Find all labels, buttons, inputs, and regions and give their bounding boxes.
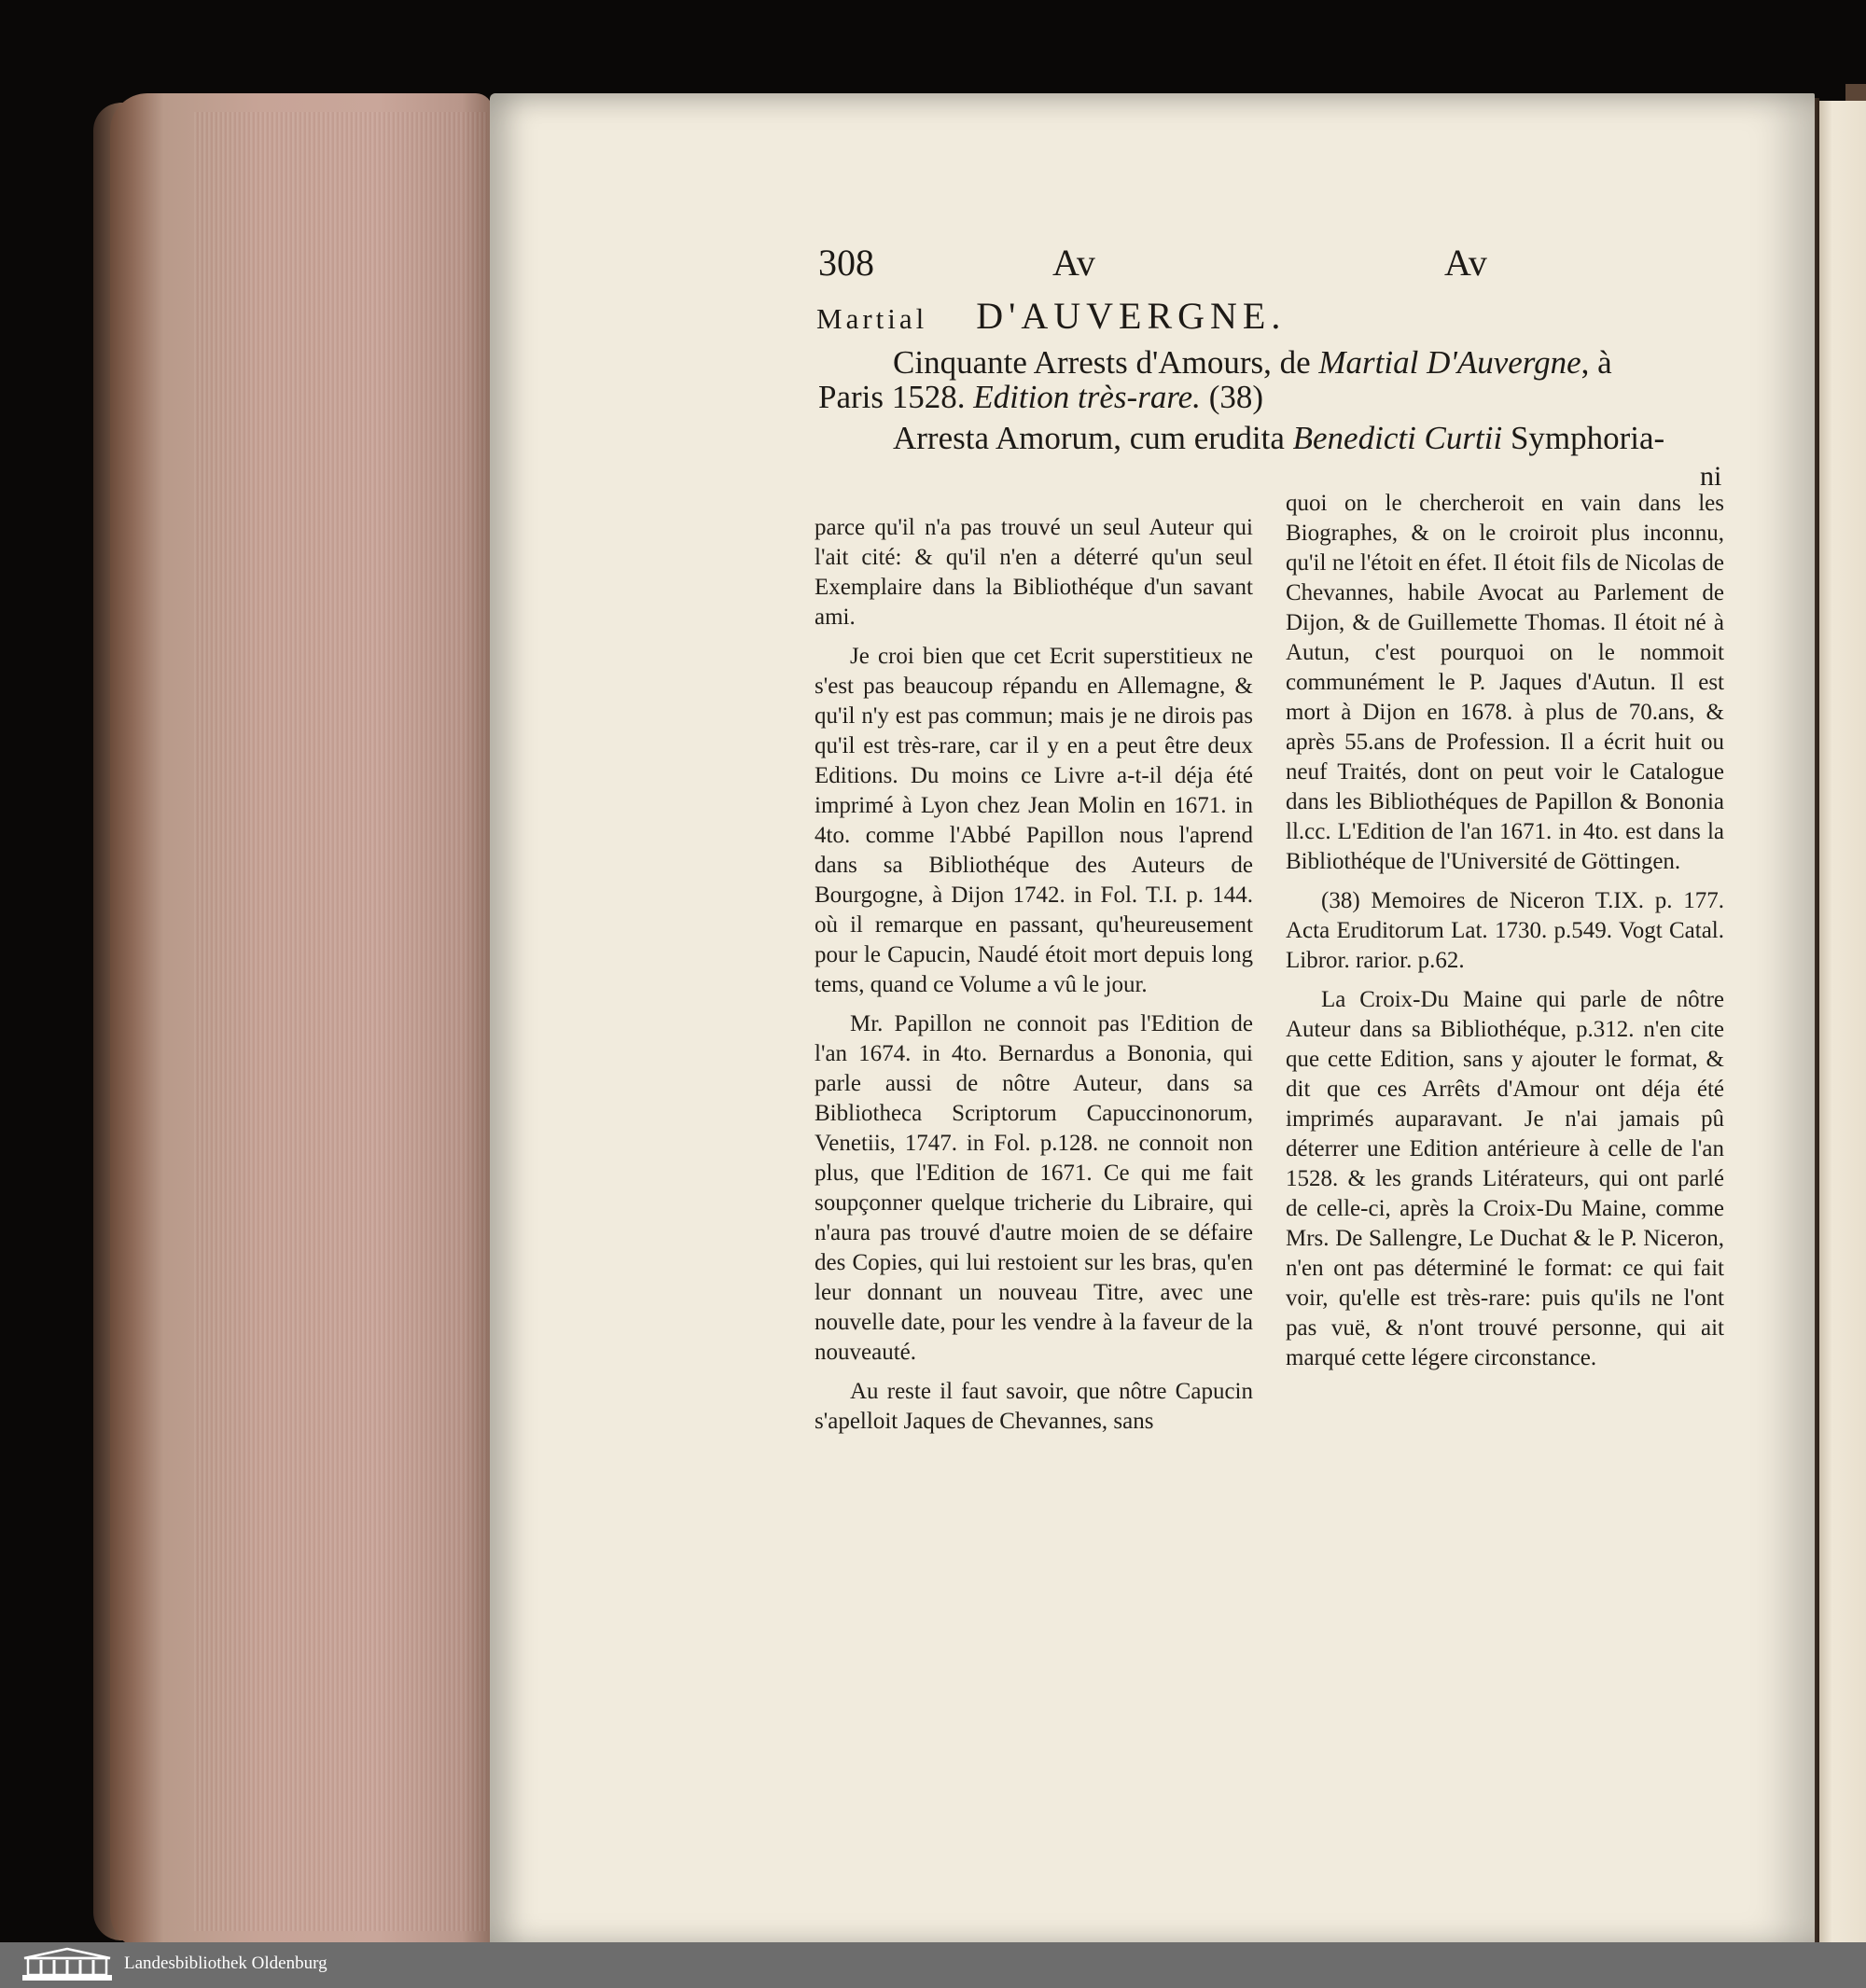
left-paragraph-1: parce qu'il n'a pas trouvé un seul Auteur qui l'ait cité: & qu'il n'en a déterré qu'un seul Exemplaire dans la Bibliothéque d'un savant ami. [815,515,1253,630]
footer-institution-label: Landesbibliothek Oldenburg [124,1953,327,1973]
left-text-column [815,513,1253,1437]
left-paragraph-4: Au reste il faut savoir, que nôtre Capucin s'apelloit Jaques de Chevannes, sans [815,1379,1253,1434]
entry-1-line-1: Cinquante Arrests d'Amours, de Martial D'Auvergne, à [893,344,1612,381]
left-paragraph-2: Je croi bien que cet Ecrit superstitieux ne s'est pas beaucoup répandu en Allemagne, & qu'il n'y est pas commun; mais je ne dirois pas qu'il est très-rare, car il y en a peut être deux Editions. Du moins ce Livre a-t-il déja été imprimé à Lyon chez Jean Molin en 1671. in 4to. comme l'Abbé Papillon nous l'aprend dans sa Bibliothéque des Auteurs de Bourgogne, à Dijon 1742. in Fol. T.I. p. 144. où il remarque en passant, qu'heureusement pour le Capucin, Naudé étoit mort depuis long tems, quand ce Volume a vû le jour. [815,644,1253,997]
section-heading [816,294,1656,338]
entry-1-line-2: Paris 1528. Edition très-rare. (38) [818,379,1263,415]
entry-1-author: Martial D'Auvergne [1318,344,1581,381]
right-text-column [1286,489,1724,1373]
running-header-right: Av [1444,242,1487,284]
entry-1-edition-note: Edition très-rare. [973,379,1201,415]
heading-surname: D'AUVERGNE. [976,295,1287,337]
book-fore-edge [110,93,493,1950]
entry-2-author: Benedicti Curtii [1292,420,1503,456]
left-paragraph-3: Mr. Papillon ne connoit pas l'Edition de l'an 1674. in 4to. Bernardus a Bononia, qui parle aussi de nôtre Auteur, dans sa Bibliotheca Scriptorum Capuccinonorum, Venetiis, 1747. in Fol. p.128. ne connoit non plus, que l'Edition de 1671. Ce qui me fait soupçonner quelque tricherie du Libraire, qui n'aura pas trouvé d'autre moien de se défaire des Copies, qui lui restoient sur les bras, qu'en leur donnant un nouveau Titre, avec une nouvelle date, pour les vendre à la faveur de la nouveauté. [815,1011,1253,1365]
running-header-left: Av [1052,242,1095,284]
right-paragraph-1: quoi on le chercheroit en vain dans les Biographes, & on le croiroit plus inconnu, qu'il ne l'étoit en éfet. Il étoit fils de Nicolas de Chevannes, habile Avocat au Parlement de Dijon, & de Guillemette Thomas. Il étoit né à Autun, c'est pourquoi on le nommoit communément le P. Jaques d'Autun. Il est mort à Dijon en 1678. à plus de 70.ans, & après 55.ans de Profession. Il a écrit huit ou neuf Traités, dont on peut voir le Catalogue dans les Bibliothéques de Papillon & Bononia ll.cc. L'Edition de l'an 1671. in 4to. est dans la Bibliothéque de l'Université de Göttingen. [1286,491,1724,874]
heading-forename: Martial [816,302,928,335]
footnote-38: (38) Memoires de Niceron T.IX. p. 177. Acta Eruditorum Lat. 1730. p.549. Vogt Catal. Libror. rarior. p.62. [1286,888,1724,973]
page-number: 308 [818,242,874,284]
library-building-icon [21,1947,114,1982]
footer-bar [0,1942,1866,1988]
entry-2-line-2: ni [1700,461,1722,492]
right-paragraph-2: La Croix-Du Maine qui parle de nôtre Auteur dans sa Bibliothéque, p.312. n'en cite que cette Edition, sans y ajouter le format, & dit que ces Arrêts d'Amour ont déja été imprimés auparavant. Je n'ai jamais pû déterrer une Edition antérieure à celle de l'an 1528. & les grands Litérateurs, qui ont parlé de celle-ci, après la Croix-Du Maine, comme Mrs. De Sallengre, Le Duchat & le P. Niceron, n'en ont pas déterminé le format: ce qui fait voir, qu'elle est très-rare: puis qu'ils ne l'ont pas vuë, & n'ont trouvé personne, qui ait marqué cette légere circonstance. [1286,987,1724,1370]
entry-2-line-1: Arresta Amorum, cum erudita Benedicti Curtii Symphoria- [893,420,1665,456]
